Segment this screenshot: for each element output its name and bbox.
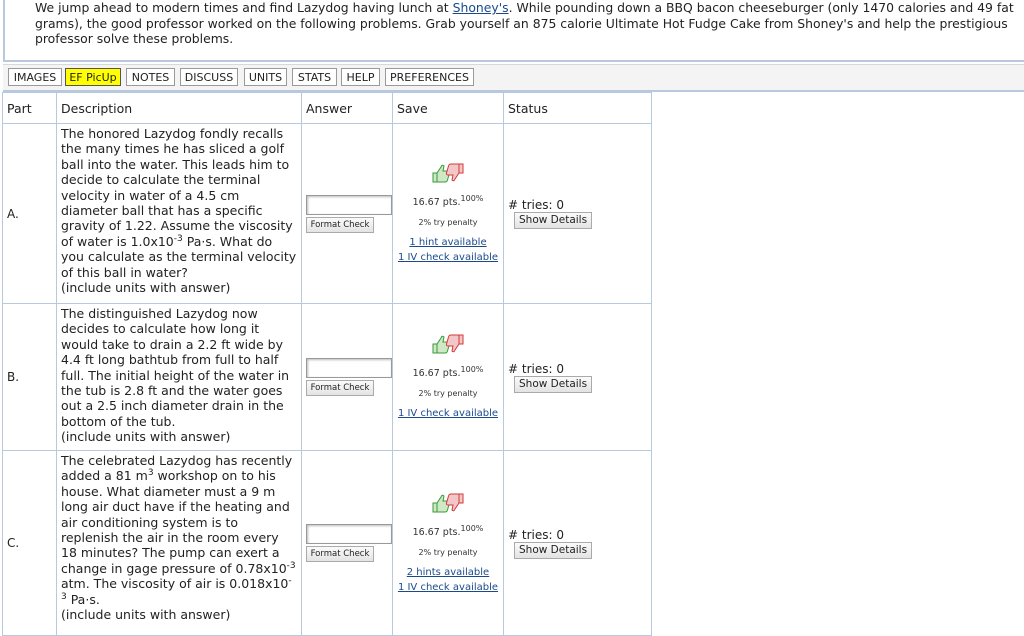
tries-count: 0 (556, 527, 564, 542)
desc-superscript: -3 (61, 576, 292, 602)
tab-ef-picup[interactable]: EF PicUp (65, 68, 121, 86)
points-text: 16.67 pts. (412, 368, 461, 379)
shoneys-link[interactable]: Shoney's (452, 0, 509, 15)
points-value (393, 523, 503, 538)
problem-row-b (3, 304, 652, 451)
points-value (393, 193, 503, 208)
header-part: Part (3, 93, 57, 124)
problem-row-a (3, 124, 652, 304)
iv-check-link[interactable]: 1 IV check available (397, 408, 499, 419)
header-description: Description (57, 93, 302, 124)
answer-cell (302, 304, 393, 451)
tab-bar (3, 64, 1024, 92)
tries-count: 0 (556, 198, 564, 212)
header-answer: Answer (302, 93, 393, 124)
desc-text: Pa·s. What do you calculate as the terminal velocity of this ball in water? (61, 233, 297, 280)
status-cell (504, 304, 652, 451)
tries-count: 0 (556, 361, 564, 376)
desc-text: The distinguished Lazydog now decides to calculate how long it would take to drain a 2.2 ft wide by 4.4 ft long bathtub from full to half full. The initial height of the water in the tub is 2.8 ft and the water goes out a 2.5 inch diameter drain in the bottom of the tub. (61, 306, 290, 429)
points-value (393, 364, 503, 379)
answer-input[interactable] (306, 358, 392, 378)
points-percent: 100% (460, 193, 484, 203)
points-percent: 100% (460, 523, 484, 533)
rating-icons (430, 333, 466, 358)
header-save: Save (393, 93, 504, 124)
part-label: B. (3, 304, 57, 451)
points-text: 16.67 pts. (412, 526, 461, 538)
intro-text-end: . While pounding down a BBQ bacon cheeseburger (only 1470 calories and 49 fat grams), the good professor worked on the following problems. Grab yourself an 875 calorie Ultimate Hot Fudge Cake from Shoney's and help the prestigious professor solve these problems. (35, 0, 1014, 46)
try-penalty: 2% try penalty (418, 389, 478, 398)
hint-link[interactable]: 1 hint available (409, 237, 487, 248)
save-cell (393, 124, 504, 304)
units-note: (include units with answer) (61, 429, 231, 445)
show-details-button[interactable]: Show Details (514, 376, 592, 393)
desc-superscript: -3 (286, 560, 296, 571)
problem-table (2, 92, 652, 636)
tab-units[interactable]: UNITS (244, 68, 287, 86)
part-label: A. (3, 124, 57, 304)
thumbs-down-icon[interactable] (446, 494, 463, 511)
hint-link[interactable]: 2 hints available (406, 566, 490, 578)
save-cell (393, 451, 504, 636)
answer-cell (302, 124, 393, 304)
tab-discuss[interactable]: DISCUSS (180, 68, 238, 86)
tab-stats[interactable]: STATS (292, 68, 337, 86)
points-percent: 100% (460, 364, 484, 374)
tries-label: # tries: (508, 527, 557, 542)
desc-text: The honored Lazydog fondly recalls the many times he has sliced a golf ball into the water. This leads him to decide to calculate the terminal velocity in water of a 4.5 cm diameter ball that has a specific gravity of 1.22. Assume the viscosity of water is 1.0x10 (61, 126, 293, 249)
tab-help[interactable]: HELP (341, 68, 380, 86)
problem-row-c (3, 451, 652, 636)
thumbs-down-icon[interactable] (446, 335, 463, 352)
desc-text: Pa·s. (66, 591, 100, 607)
save-cell (393, 304, 504, 451)
status-cell (504, 124, 652, 304)
answer-input[interactable] (306, 195, 392, 215)
points-text: 16.67 pts. (412, 197, 461, 208)
units-note: (include units with answer) (61, 280, 231, 296)
part-label: C. (3, 451, 57, 636)
problem-description (57, 304, 302, 451)
desc-text: The celebrated Lazydog has recently added a 81 m (61, 453, 293, 484)
answer-cell (302, 451, 393, 636)
tab-preferences[interactable]: PREFERENCES (385, 68, 474, 86)
intro-text (35, 0, 1020, 47)
intro-panel (3, 0, 1024, 62)
show-details-button[interactable]: Show Details (514, 212, 592, 229)
iv-check-link[interactable]: 1 IV check available (397, 581, 499, 593)
desc-text: atm. The viscosity of air is 0.018x10 (61, 576, 289, 592)
tries-label: # tries: (508, 198, 557, 212)
desc-superscript: -3 (173, 233, 183, 244)
show-details-button[interactable]: Show Details (514, 542, 592, 559)
format-check-button[interactable]: Format Check (306, 546, 374, 562)
tab-images[interactable]: IMAGES (8, 68, 62, 86)
problem-description (57, 451, 302, 636)
rating-icons (430, 162, 466, 187)
try-penalty: 2% try penalty (418, 218, 478, 227)
tries-label: # tries: (508, 361, 557, 376)
answer-input[interactable] (306, 524, 392, 544)
units-note: (include units with answer) (61, 607, 231, 623)
rating-icons (430, 492, 466, 517)
tab-notes[interactable]: NOTES (126, 68, 175, 86)
desc-superscript: 3 (147, 468, 154, 479)
iv-check-link[interactable]: 1 IV check available (397, 252, 499, 263)
intro-text-start: We jump ahead to modern times and find Lazydog having lunch at (35, 0, 453, 15)
status-cell (504, 451, 652, 636)
header-status: Status (504, 93, 652, 124)
desc-text: workshop on to his house. What diameter must a 9 m long air duct have if the heating and air conditioning system is to replenish the air in the room every 18 minutes? The pump can exert a change in gage pressure of 0.78x10 (61, 468, 290, 576)
format-check-button[interactable]: Format Check (306, 380, 374, 396)
format-check-button[interactable]: Format Check (306, 217, 374, 233)
problem-description (57, 124, 302, 304)
table-header-row (3, 93, 652, 124)
thumbs-down-icon[interactable] (446, 164, 463, 181)
try-penalty: 2% try penalty (418, 547, 478, 557)
